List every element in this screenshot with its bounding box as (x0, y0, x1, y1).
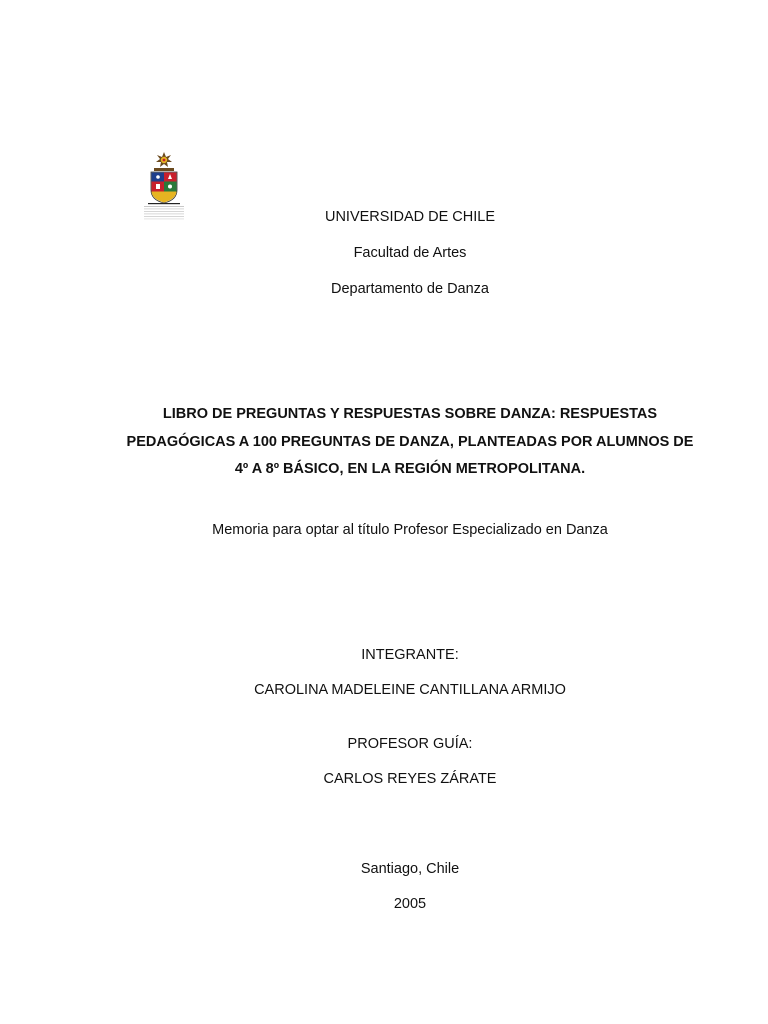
department-name: Departamento de Danza (331, 281, 489, 297)
location: Santiago, Chile (360, 861, 460, 877)
advisor-label: PROFESOR GUÍA: (347, 736, 473, 752)
thesis-title: LIBRO DE PREGUNTAS Y RESPUESTAS SOBRE DANZA: RESPUESTAS PEDAGÓGICAS A 100 PREGUNTAS DE DANZA, PLANTEADAS POR ALUMNOS DE 4º A 8º BÁSICO, EN LA REGIÓN METROPOLITANA. (126, 406, 694, 477)
university-name: UNIVERSIDAD DE CHILE (324, 209, 495, 225)
faculty-name: Facultad de Artes (353, 245, 467, 261)
thesis-subtitle: Memoria para optar al título Profesor Especializado en Danza (212, 522, 608, 538)
advisor-name: CARLOS REYES ZÁRATE (323, 771, 497, 787)
author-name: CAROLINA MADELEINE CANTILLANA ARMIJO (254, 682, 566, 698)
author-label: INTEGRANTE: (361, 647, 459, 663)
year: 2005 (393, 896, 427, 912)
